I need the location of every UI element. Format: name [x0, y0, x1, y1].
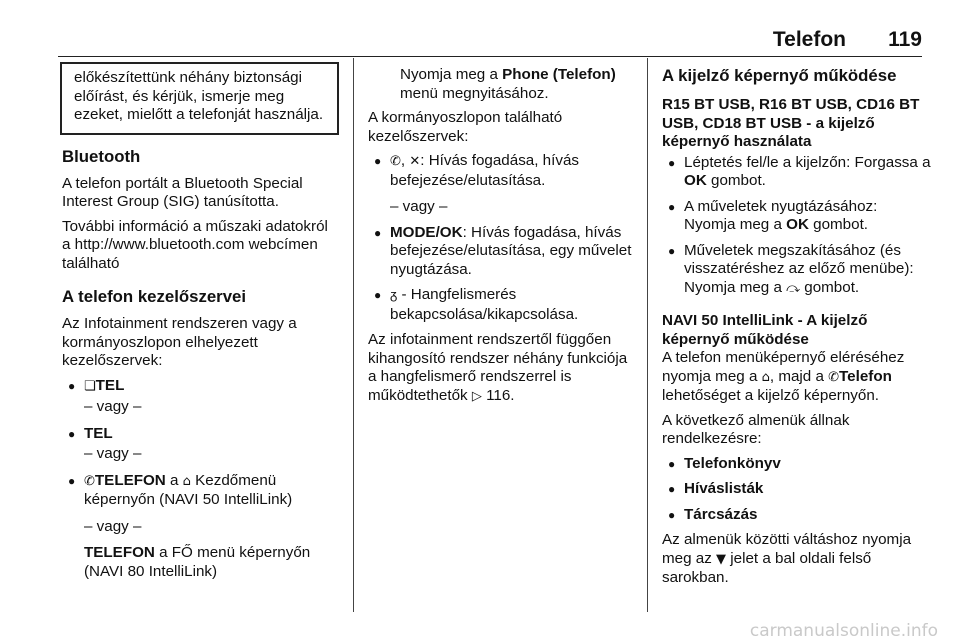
phone-icon: ✆ — [84, 473, 95, 489]
controls-list — [62, 377, 340, 582]
column-1 — [62, 62, 340, 588]
text: Műveletek megszakításához (és visszatéréshez az előző menübe): Nyomja meg a — [684, 241, 914, 296]
phone-icon: ✆ — [828, 369, 840, 385]
phone-menu-paragraph — [662, 349, 932, 406]
column-2 — [368, 66, 638, 412]
voice-icon: ᵹ — [390, 288, 398, 303]
submenu-intro: A következő almenük állnak rendelkezésre: — [662, 411, 850, 447]
list-item — [62, 472, 340, 582]
display-operation-heading: A kijelző képernyő működése — [662, 66, 897, 85]
list-item — [662, 455, 932, 474]
bluetooth-heading: Bluetooth — [62, 146, 141, 166]
or-separator: – vagy – — [84, 398, 142, 415]
hangup-icon: ✕ — [409, 154, 421, 169]
telefon-label: TELEFON — [84, 544, 155, 561]
text: Nyomja meg a — [400, 66, 503, 83]
steering-controls-list — [368, 152, 638, 324]
safety-notice-box — [60, 62, 339, 135]
home-menu-text: Kezdőmenü képernyőn (NAVI 50 IntelliLink) — [84, 471, 293, 508]
text: jelet a bal oldali felső sarokban. — [662, 549, 872, 586]
phone-icon: ✆ — [390, 154, 401, 169]
text: menü megnyitásához. — [400, 84, 549, 102]
voice-recognition-paragraph — [368, 331, 638, 406]
safety-notice-text: előkészítettünk néhány biztonsági előírást, és kérjük, ismerje meg ezeket, mielőtt a telefonját használja. — [74, 69, 324, 123]
tel-label: TEL — [95, 376, 125, 394]
or-separator: – vagy – — [84, 445, 142, 462]
phone-button-paragraph — [368, 66, 638, 103]
ok-label: OK — [684, 172, 707, 189]
list-item — [662, 480, 932, 499]
text: gombot. — [706, 172, 766, 189]
list-item — [368, 286, 638, 324]
display-controls-list — [662, 154, 932, 299]
page-number: 119 — [888, 28, 922, 51]
controls-intro: Az Infotainment rendszeren vagy a kormányoszlopon elhelyezett kezelőszervek: — [62, 315, 297, 369]
submenu-list — [662, 455, 932, 525]
ok-label: OK — [786, 216, 809, 233]
mode-ok-label: MODE/OK — [390, 223, 463, 241]
column-divider-right — [647, 58, 648, 612]
page-reference: 116. — [486, 386, 515, 404]
text: : Hívás fogadása, hívás befejezése/elutasítása. — [390, 152, 579, 189]
list-item — [662, 242, 932, 299]
list-item — [662, 506, 932, 525]
text: : Hívás fogadása, hívás befejezése/elutasítása, egy művelet nyugtázása. — [390, 223, 632, 278]
back-icon: ⤼ — [786, 280, 801, 296]
text: - Hangfelismerés bekapcsolása/kikapcsolása. — [390, 286, 579, 323]
steering-controls-intro: A kormányoszlopon található kezelőszervek: — [368, 109, 563, 145]
text: lehetőséget a kijelző képernyőn. — [662, 387, 879, 404]
bluetooth-paragraph-1: A telefon portált a Bluetooth Special Interest Group (SIG) tanúsította. — [62, 174, 303, 210]
text: , majd a — [769, 367, 829, 385]
text: gombot. — [800, 278, 860, 296]
column-3 — [662, 66, 932, 594]
list-item: ● ✆, ✕: Hívás fogadása, hívás befejezése/elutasítása. – vagy – — [368, 152, 638, 217]
telefon-label: TELEFON — [94, 471, 166, 489]
list-item — [368, 224, 638, 280]
or-separator: – vagy – — [390, 198, 448, 215]
list-item — [62, 377, 340, 417]
text: Az almenük közötti váltáshoz nyomja meg az — [662, 531, 912, 567]
or-separator: – vagy – — [84, 517, 142, 535]
list-item — [62, 425, 340, 464]
list-item — [662, 198, 932, 235]
tel-label: TEL — [84, 424, 113, 442]
subheading-navi50: NAVI 50 IntelliLink - A kijelző képernyő működése — [662, 312, 868, 348]
phone-label: Phone (Telefon) — [502, 66, 616, 83]
list-item — [662, 154, 932, 191]
home-icon: ⌂ — [182, 473, 191, 489]
main-menu-text: a FŐ menü képernyőn (NAVI 80 IntelliLink) — [84, 544, 311, 580]
column-divider-left — [353, 58, 354, 612]
text: A telefon menüképernyő eléréséhez nyomja meg a — [662, 349, 905, 385]
page-header-title: Telefon — [772, 28, 846, 51]
navi80-text — [84, 544, 340, 581]
watermark: carmanualsonline.info — [749, 620, 938, 641]
home-icon: ⌂ — [761, 369, 770, 385]
page-ref-icon: ▷ — [471, 388, 482, 404]
telefon-label: Telefon — [839, 367, 892, 385]
subheading-radio-models: R15 BT USB, R16 BT USB, CD16 BT USB, CD18 BT USB - a kijelző képernyő használata — [662, 96, 920, 150]
submenu-dialing: Tárcsázás — [684, 505, 758, 523]
submenu-phonebook: Telefonkönyv — [684, 454, 781, 472]
controls-heading: A telefon kezelőszervei — [62, 287, 247, 306]
submenu-call-lists: Híváslisták — [684, 480, 764, 497]
text: A műveletek nyugtázásához: Nyomja meg a — [684, 197, 878, 233]
triangle-down-icon: ▼ — [716, 551, 727, 567]
header-rule — [58, 56, 922, 57]
submenu-switch-paragraph — [662, 531, 932, 588]
text: gombot. — [808, 216, 869, 233]
bluetooth-paragraph-2: További információ a műszaki adatokról a http://www.bluetooth.com webcímen található — [62, 217, 328, 272]
text: Az infotainment rendszertől függően kihangosító rendszer néhány funkciója a hangfelismerő rendszerrel is működtethetők — [368, 331, 628, 404]
text: Léptetés fel/le a kijelzőn: Forgassa a — [684, 153, 931, 171]
tel-panel-icon: ❏ — [84, 378, 96, 394]
connector-text: a — [165, 471, 183, 489]
